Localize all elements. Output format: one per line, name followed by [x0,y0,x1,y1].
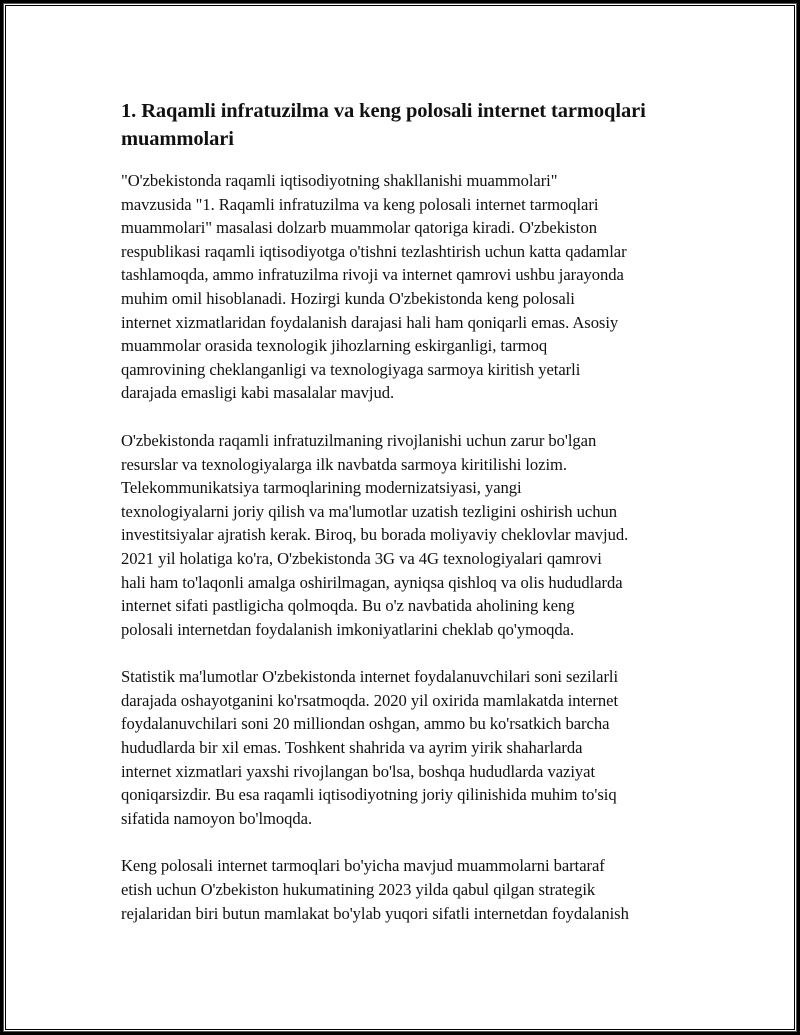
document-body [121,97,693,949]
section-heading: 1. Raqamli infratuzilma va keng polosali internet tarmoqlari muammolari [121,100,646,150]
paragraph-2: O'zbekistonda raqamli infratuzilmaning rivojlanishi uchun zarur bo'lgan resurslar va texnologiyalarga ilk navbatda sarmoya kiritilishi lozim. Telekommunikatsiya tarmoqlarining modernizatsiyasi, yangi texnologiyalarni joriy qilish va ma'lumotlar uzatish tezligini oshirish uchun investitsiyalar ajratish kerak. Biroq, bu borada moliyaviy cheklovlar mavjud. 2021 yil holatiga ko'ra, O'zbekistonda 3G va 4G texnologiyalari qamrovi hali ham to'laqonli amalga oshirilmagan, ayniqsa qishloq va olis hududlarda internet sifati pastligicha qolmoqda. Bu o'z navbatida aholining keng polosali internetdan foydalanish imkoniyatlarini cheklab qo'ymoqda. [121,430,629,639]
paragraph-1: "O'zbekistonda raqamli iqtisodiyotning shakllanishi muammolari" mavzusida "1. Raqamli infratuzilma va keng polosali internet tarmoqlari muammolari" masalasi dolzarb muammolar qatoriga kiradi. O'zbekiston respublikasi raqamli iqtisodiyotga o'tishni tezlashtirish uchun katta qadamlar tashlamoqda, ammo infratuzilma rivoji va internet qamrovi ushbu jarayonda muhim omil hisoblanadi. Hozirgi kunda O'zbekistonda keng polosali internet xizmatlaridan foydalanish darajasi hali ham qoniqarli emas. Asosiy muammolar orasida texnologik jihozlarning eskirganligi, tarmoq qamrovining cheklanganligi va texnologiyaga sarmoya kiritish yetarli darajada emasligi kabi masalalar mavjud. [121,171,627,403]
paragraph-3: Statistik ma'lumotlar O'zbekistonda internet foydalanuvchilari soni sezilarli darajada oshayotganini ko'rsatmoqda. 2020 yil oxirida mamlakatda internet foydalanuvchilari soni 20 milliondan oshgan, ammo bu ko'rsatkich barcha hududlarda bir xil emas. Toshkent shahrida va ayrim yirik shaharlarda internet xizmatlari yaxshi rivojlangan bo'lsa, boshqa hududlarda vaziyat qoniqarsizdir. Bu esa raqamli iqtisodiyotning joriy qilinishida muhim to'siq sifatida namoyon bo'lmoqda. [121,667,619,828]
paragraph-4: Keng polosali internet tarmoqlari bo'yicha mavjud muammolarni bartaraf etish uchun O'zbekiston hukumatining 2023 yilda qabul qilgan strategik rejalaridan biri butun mamlakat bo'ylab yuqori sifatli internetdan foydalanish [121,856,629,923]
